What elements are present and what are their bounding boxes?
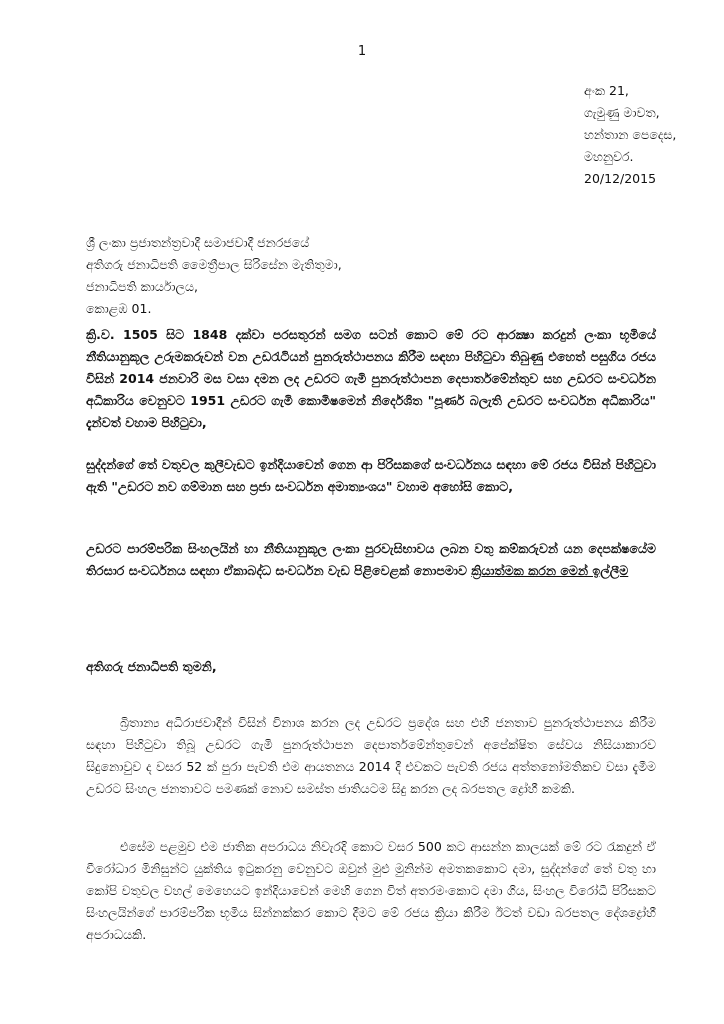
subject-paragraph: ක්‍රි.ව. 1505 සිට 1848 දක්වා පරසතුරන් සමග සටන් කොට මේ රට ආරක්‍ෂා කරදුන් ලංකා භූමියේ නීතියානුකූල උරුමකරුවන් වන උඩරැටියන් පුනරුත්ථාපනය කිරීම සඳහා පිහිටුවා තිබුණු එහෙත් පසුගිය රජය විසින් 2014 ජනවාරි මස වසා දමන ලද උඩරට ගැමි පුනරුත්ථාපන දෙපාර්තමේන්තුව සහ උඩරට සංවර්ධන අධිකාරිය වෙනුවට 1951 උඩරට ගැමි කොමිෂමෙන් නිර්දෙශිත "පූර්ණ බලැති උඩරට සංවර්ධන අධිකාරිය" දැන්වත් වහාම පිහිටුවා, xyxy=(86,327,656,430)
body-paragraph: එසේම පළමුව එම ජාතික අපරාධය නිවැරදි කොට වසර 500 කට ආසන්න කාලයක් මේ රට රැකදුන් ඒ වීරෝධාර මිනිසුන්ට යුක්තිය ඉටුකරනු වෙනුවට ඔවුන් මුළු මුනින්ම අමතකකොට දමා, සුද්දන්ගේ තේ වතු හා කෝපි වතුවල වහල් මෙහෙයට ඉන්දියාවෙන් මෙහි ගෙන විත් අතරමංකොට දමා ගිය, සිංහල විරෝධී පිරිසකට සිංහලයින්ගේ පාරම්පරික භූමිය සින්නක්කර කොට දීමට මේ රජය ක්‍රියා කිරීම ඊටත් වඩා බරපතල දේශද්‍රෝහී අපරාධයකි. xyxy=(86,839,656,942)
subject-paragraph: සුද්දන්ගේ තේ වතුවල කුලීවැඩට ඉන්දියාවෙන් ගෙන ආ පිරිසකගේ සංවර්ධනය සඳහා මේ රජය විසින් පිහිටුවා ඇති "උඩරට නව ගම්මාන සහ ප්‍රජා සංවර්ධන අමාත්‍යංශය" වහාම අහෝසි කොට, xyxy=(86,457,656,494)
recipient-line: ජනාධිපති කාර්යාලය, xyxy=(86,279,198,294)
subject-paragraph xyxy=(86,538,656,582)
sender-address-line: අංක 21, xyxy=(584,83,629,98)
page-number: 1 xyxy=(357,44,367,59)
sender-address-line: ගැමුණු මාවත, xyxy=(584,105,660,120)
body-paragraph: බ්‍රිතාන්‍ය අධිරාජවාදීන් විසින් විනාශ කරන ලද උඩරට ප්‍රදේශ සහ එහි ජනතාව පුනරුත්ථාපනය කිරීම සඳහා පිහිටුවා තිබූ උඩරට ගැමි පුනරුත්ථාපන දෙපාර්තමේන්තුවෙන් අපේක්ෂිත සේවය නිසියාකාරව සිදුනොවුව ද වසර 52 ක් පුරා පැවති එම ආයතනය 2014 දී එවකට පැවති රජය අත්තනෝමතිකව වසා දැමීම උඩරට සිංහල ජනතාවට පමණක් නොව සමස්ත ජාතියටම සිදු කරන ලද බරපතල ද්‍රෝහී කමකි. xyxy=(86,715,656,796)
sender-address-line: මහනුවර. xyxy=(584,149,634,164)
recipient-address xyxy=(86,232,646,320)
subject-text: උඩරට පාරම්පරික සිංහලයින් හා නීතියානුකූල ලංකා පුරවැසිභාවය ලබන වතු කම්කරුවන් යන දෙපක්ෂයේම තිරසාර සංවර්ධනය සඳහා ඒකාබද්ධ සංවර්ධන වැඩ පිළිවෙළක් නොපමාව xyxy=(86,541,656,578)
salutation: අතිගරු ජනාධිපති තුමනි, xyxy=(86,659,217,674)
sender-address-line: හන්තාන පෙදෙස, xyxy=(584,127,677,142)
recipient-line: අතිගරු ජනාධිපති මෛත්‍රීපාල සිරිසේන මැතිතුමා, xyxy=(86,257,342,272)
recipient-line: ශ්‍රී ලංකා ප්‍රජාතන්ත්‍රවාදී සමාජවාදී ජනරජයේ xyxy=(86,235,310,250)
subject-request-underlined: ක්‍රියාත්මක කරන මෙන් ඉල්ලීම xyxy=(471,563,629,578)
recipient-line: කොළඹ 01. xyxy=(86,301,152,316)
sender-address xyxy=(584,80,714,190)
letter-date: 20/12/2015 xyxy=(584,171,657,186)
